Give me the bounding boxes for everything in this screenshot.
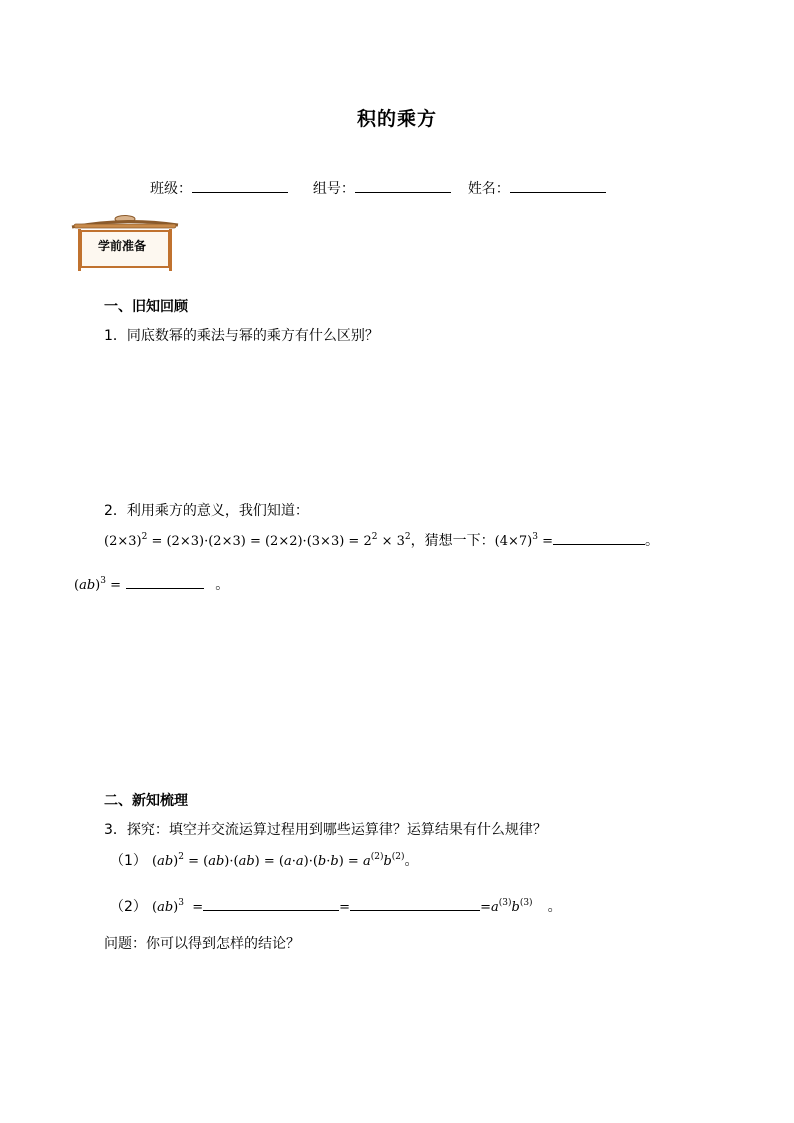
period: 。	[547, 899, 562, 915]
item-1-line	[110, 850, 419, 870]
question-2-intro: 2．利用乘方的意义，我们知道：	[104, 503, 309, 519]
period: 。	[215, 577, 230, 593]
item-2-blank-2[interactable]	[350, 896, 480, 911]
period: 。	[404, 853, 419, 869]
item-2-blank-1[interactable]	[203, 896, 339, 911]
ab-cube-line	[74, 574, 229, 594]
item-1-expression: $(ab)^2 = (ab)\cdot(ab) = (a\cdot a)\cdot(b\cdot b) = a^{(2)}b^{(2)}$	[152, 852, 405, 869]
class-blank[interactable]	[192, 178, 288, 193]
product-power-example: $(2\times 3)^2 = (2\times 3)\cdot(2\times 3) = (2\times 2)\cdot(3\times 3) = 2^2 \times 3^2$	[104, 532, 411, 549]
group-label: 组号：	[312, 181, 355, 197]
item-1-label: （1）	[110, 853, 147, 869]
page-title: 积的乘方	[356, 108, 437, 130]
name-blank[interactable]	[510, 178, 606, 193]
group-blank[interactable]	[355, 178, 451, 193]
item-2-label: （2）	[110, 899, 147, 915]
student-info-line	[150, 178, 606, 198]
badge-label: 学前准备	[98, 239, 147, 253]
guess-expression: $(4\times 7)^3$ =	[494, 532, 554, 549]
period: 。	[645, 533, 660, 549]
section2-heading: 二、新知梳理	[104, 793, 188, 809]
ab-cube-expression: (ab)$^3$ =	[74, 576, 121, 593]
class-label: 班级：	[150, 181, 192, 197]
name-label: 姓名：	[467, 181, 510, 197]
item-2-expression: (ab)$^3$ =	[152, 898, 204, 915]
final-question: 问题：你可以得到怎样的结论？	[104, 936, 300, 952]
question-1: 1．同底数幂的乘法与幂的乘方有什么区别？	[104, 328, 379, 344]
section-badge	[68, 213, 182, 273]
guess-text: ，猜想一下：	[410, 533, 495, 549]
guess-blank[interactable]	[553, 530, 645, 545]
ab-cube-blank[interactable]	[126, 574, 204, 589]
question-2-formula-line	[104, 530, 659, 550]
item-2-line: （2） (ab)$^3$ = = $=a^{(3)}b^{(3)}$ 。	[110, 898, 562, 915]
question-3: 3．探究：填空并交流运算过程用到哪些运算律？运算结果有什么规律？	[104, 822, 547, 838]
section1-heading: 一、旧知回顾	[104, 299, 188, 315]
